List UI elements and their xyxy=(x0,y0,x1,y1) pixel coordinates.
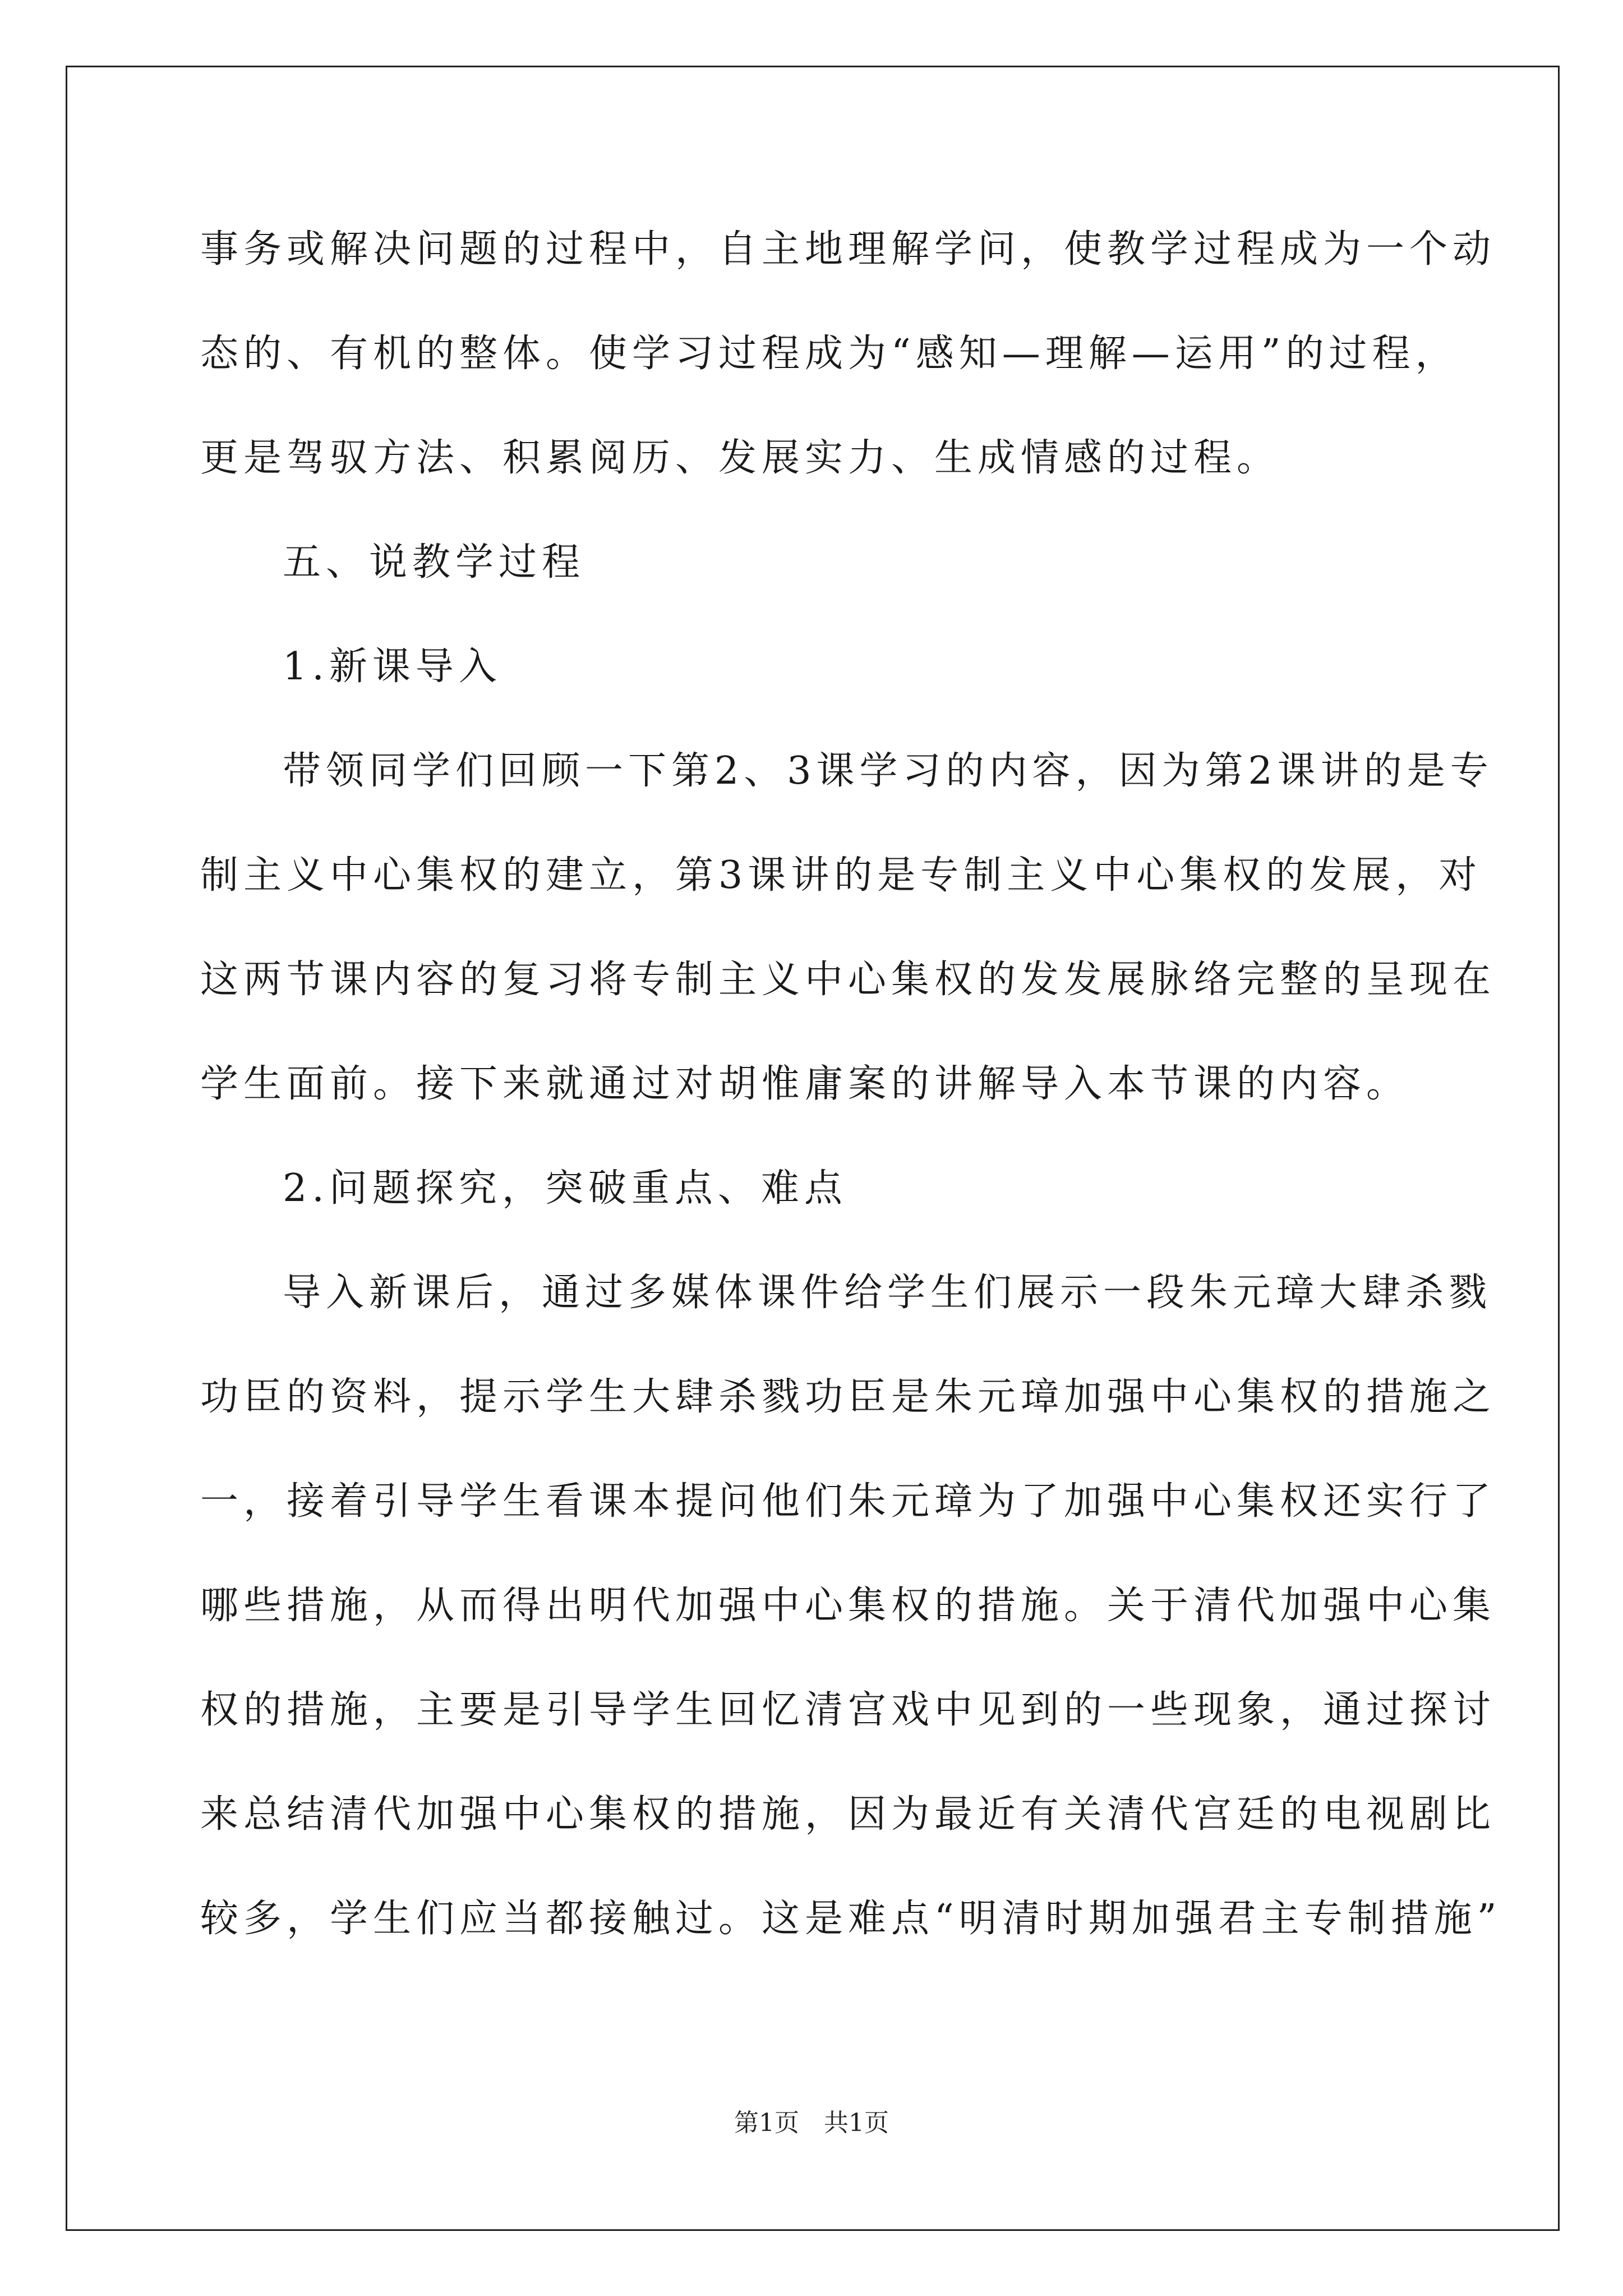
body-line-9: 学生面前。接下来就通过对胡惟庸案的讲解导入本节课的内容。 xyxy=(200,1062,1410,1106)
body-line-13: 一，接着引导学生看课本提问他们朱元璋为了加强中心集权还实行了 xyxy=(200,1479,1496,1524)
body-line-17: 较多，学生们应当都接触过。这是难点“明清时期加强君主专制措施” xyxy=(200,1897,1502,1941)
body-line-8: 这两节课内容的复习将专制主义中心集权的发发展脉络完整的呈现在 xyxy=(200,958,1496,1002)
section-heading: 五、说教学过程 xyxy=(283,540,585,585)
body-line-2: 态的、有机的整体。使学习过程成为“感知—理解—运用”的过程， xyxy=(200,332,1459,376)
body-line-16: 来总结清代加强中心集权的措施，因为最近有关清代宫廷的电视剧比 xyxy=(200,1792,1496,1837)
subheading-2: 2.问题探究，突破重点、难点 xyxy=(283,1166,847,1211)
body-line-11: 导入新课后，通过多媒体课件给学生们展示一段朱元璋大肆杀戮 xyxy=(283,1271,1492,1315)
body-line-15: 权的措施，主要是引导学生回忆清宫戏中见到的一些现象，通过探讨 xyxy=(200,1688,1496,1732)
page-footer: 第1页 共1页 xyxy=(734,2109,889,2137)
subheading-1: 1.新课导入 xyxy=(283,645,502,689)
body-line-14: 哪些措施，从而得出明代加强中心集权的措施。关于清代加强中心集 xyxy=(200,1584,1496,1628)
body-line-3: 更是驾驭方法、积累阅历、发展实力、生成情感的过程。 xyxy=(200,436,1280,480)
body-line-1: 事务或解决问题的过程中，自主地理解学问，使教学过程成为一个动 xyxy=(200,227,1496,272)
body-line-7: 制主义中心集权的建立，第3课讲的是专制主义中心集权的发展，对 xyxy=(200,853,1482,898)
body-line-6: 带领同学们回顾一下第2、3课学习的内容，因为第2课讲的是专 xyxy=(283,749,1493,793)
body-line-12: 功臣的资料，提示学生大肆杀戮功臣是朱元璋加强中心集权的措施之 xyxy=(200,1375,1496,1419)
